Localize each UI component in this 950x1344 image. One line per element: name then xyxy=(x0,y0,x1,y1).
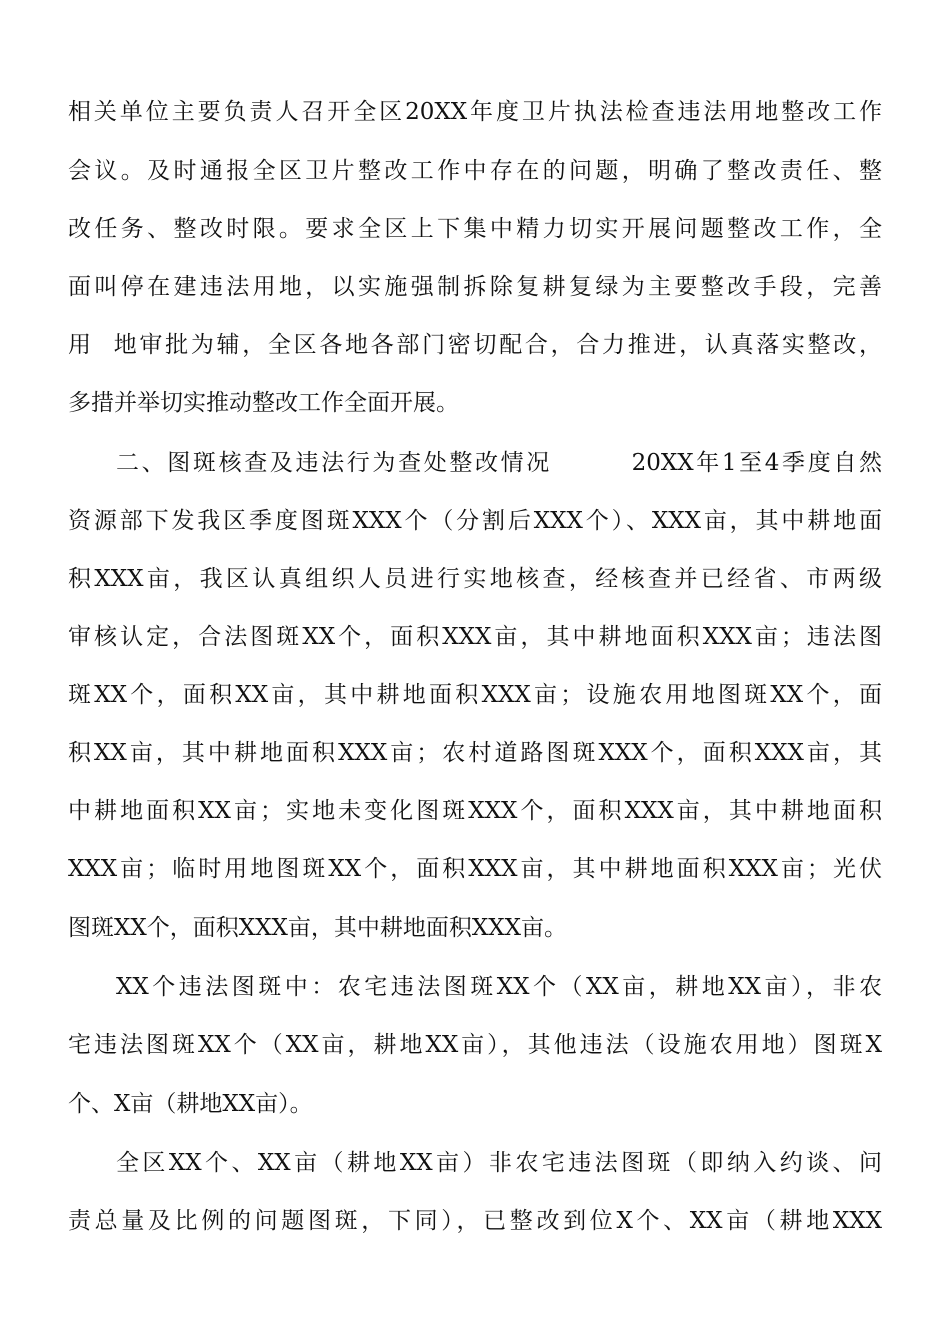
paragraph-line: 资源部下发我区季度图斑XXX个（分割后XXX个）、XXX亩，其中耕地面 xyxy=(68,508,882,534)
paragraph-line: 中耕地面积XX亩；实地未变化图斑XXX个，面积XXX亩，其中耕地面积 xyxy=(68,798,882,824)
paragraph-line: 会议。及时通报全区卫片整改工作中存在的问题，明确了整改责任、整 xyxy=(68,158,882,184)
paragraph-line: 改任务、整改时限。要求全区上下集中精力切实开展问题整改工作，全 xyxy=(68,216,882,242)
paragraph-line: 审核认定，合法图斑XX个，面积XXX亩，其中耕地面积XXX亩；违法图 xyxy=(68,624,882,650)
paragraph-line: 斑XX个，面积XX亩，其中耕地面积XXX亩；设施农用地图斑XX个，面 xyxy=(68,682,882,708)
paragraph-line: 积XX亩，其中耕地面积XXX亩；农村道路图斑XXX个，面积XXX亩，其 xyxy=(68,740,882,766)
paragraph-line: 责总量及比例的问题图斑，下同），已整改到位X个、XX亩（耕地XXX xyxy=(68,1208,882,1234)
paragraph-line: XX个违法图斑中：农宅违法图斑XX个（XX亩，耕地XX亩），非农 xyxy=(116,974,882,1000)
paragraph-line: 多措并举切实推动整改工作全面开展。 xyxy=(68,390,459,416)
paragraph-line: 个、X亩（耕地XX亩）。 xyxy=(68,1091,313,1117)
paragraph-line: 宅违法图斑XX个（XX亩，耕地XX亩），其他违法（设施农用地）图斑X xyxy=(68,1032,882,1058)
paragraph-line: 面叫停在建违法用地，以实施强制拆除复耕复绿为主要整改手段，完善 xyxy=(68,274,882,300)
paragraph-line: 全区XX个、XX亩（耕地XX亩）非农宅违法图斑（即纳入约谈、问 xyxy=(116,1150,882,1176)
paragraph-line: XXX亩；临时用地图斑XX个，面积XXX亩，其中耕地面积XXX亩；光伏 xyxy=(68,856,882,882)
paragraph-line: 相关单位主要负责人召开全区20XX年度卫片执法检查违法用地整改工作 xyxy=(68,99,882,125)
section-heading-line: 二、图斑核查及违法行为查处整改情况 20XX年1至4季度自然 xyxy=(116,450,882,476)
paragraph-line: 积XXX亩，我区认真组织人员进行实地核查，经核查并已经省、市两级 xyxy=(68,566,882,592)
paragraph-line: 用 地审批为辅，全区各地各部门密切配合，合力推进，认真落实整改， xyxy=(68,332,882,358)
paragraph-line: 图斑XX个，面积XXX亩，其中耕地面积XXX亩。 xyxy=(68,915,567,941)
